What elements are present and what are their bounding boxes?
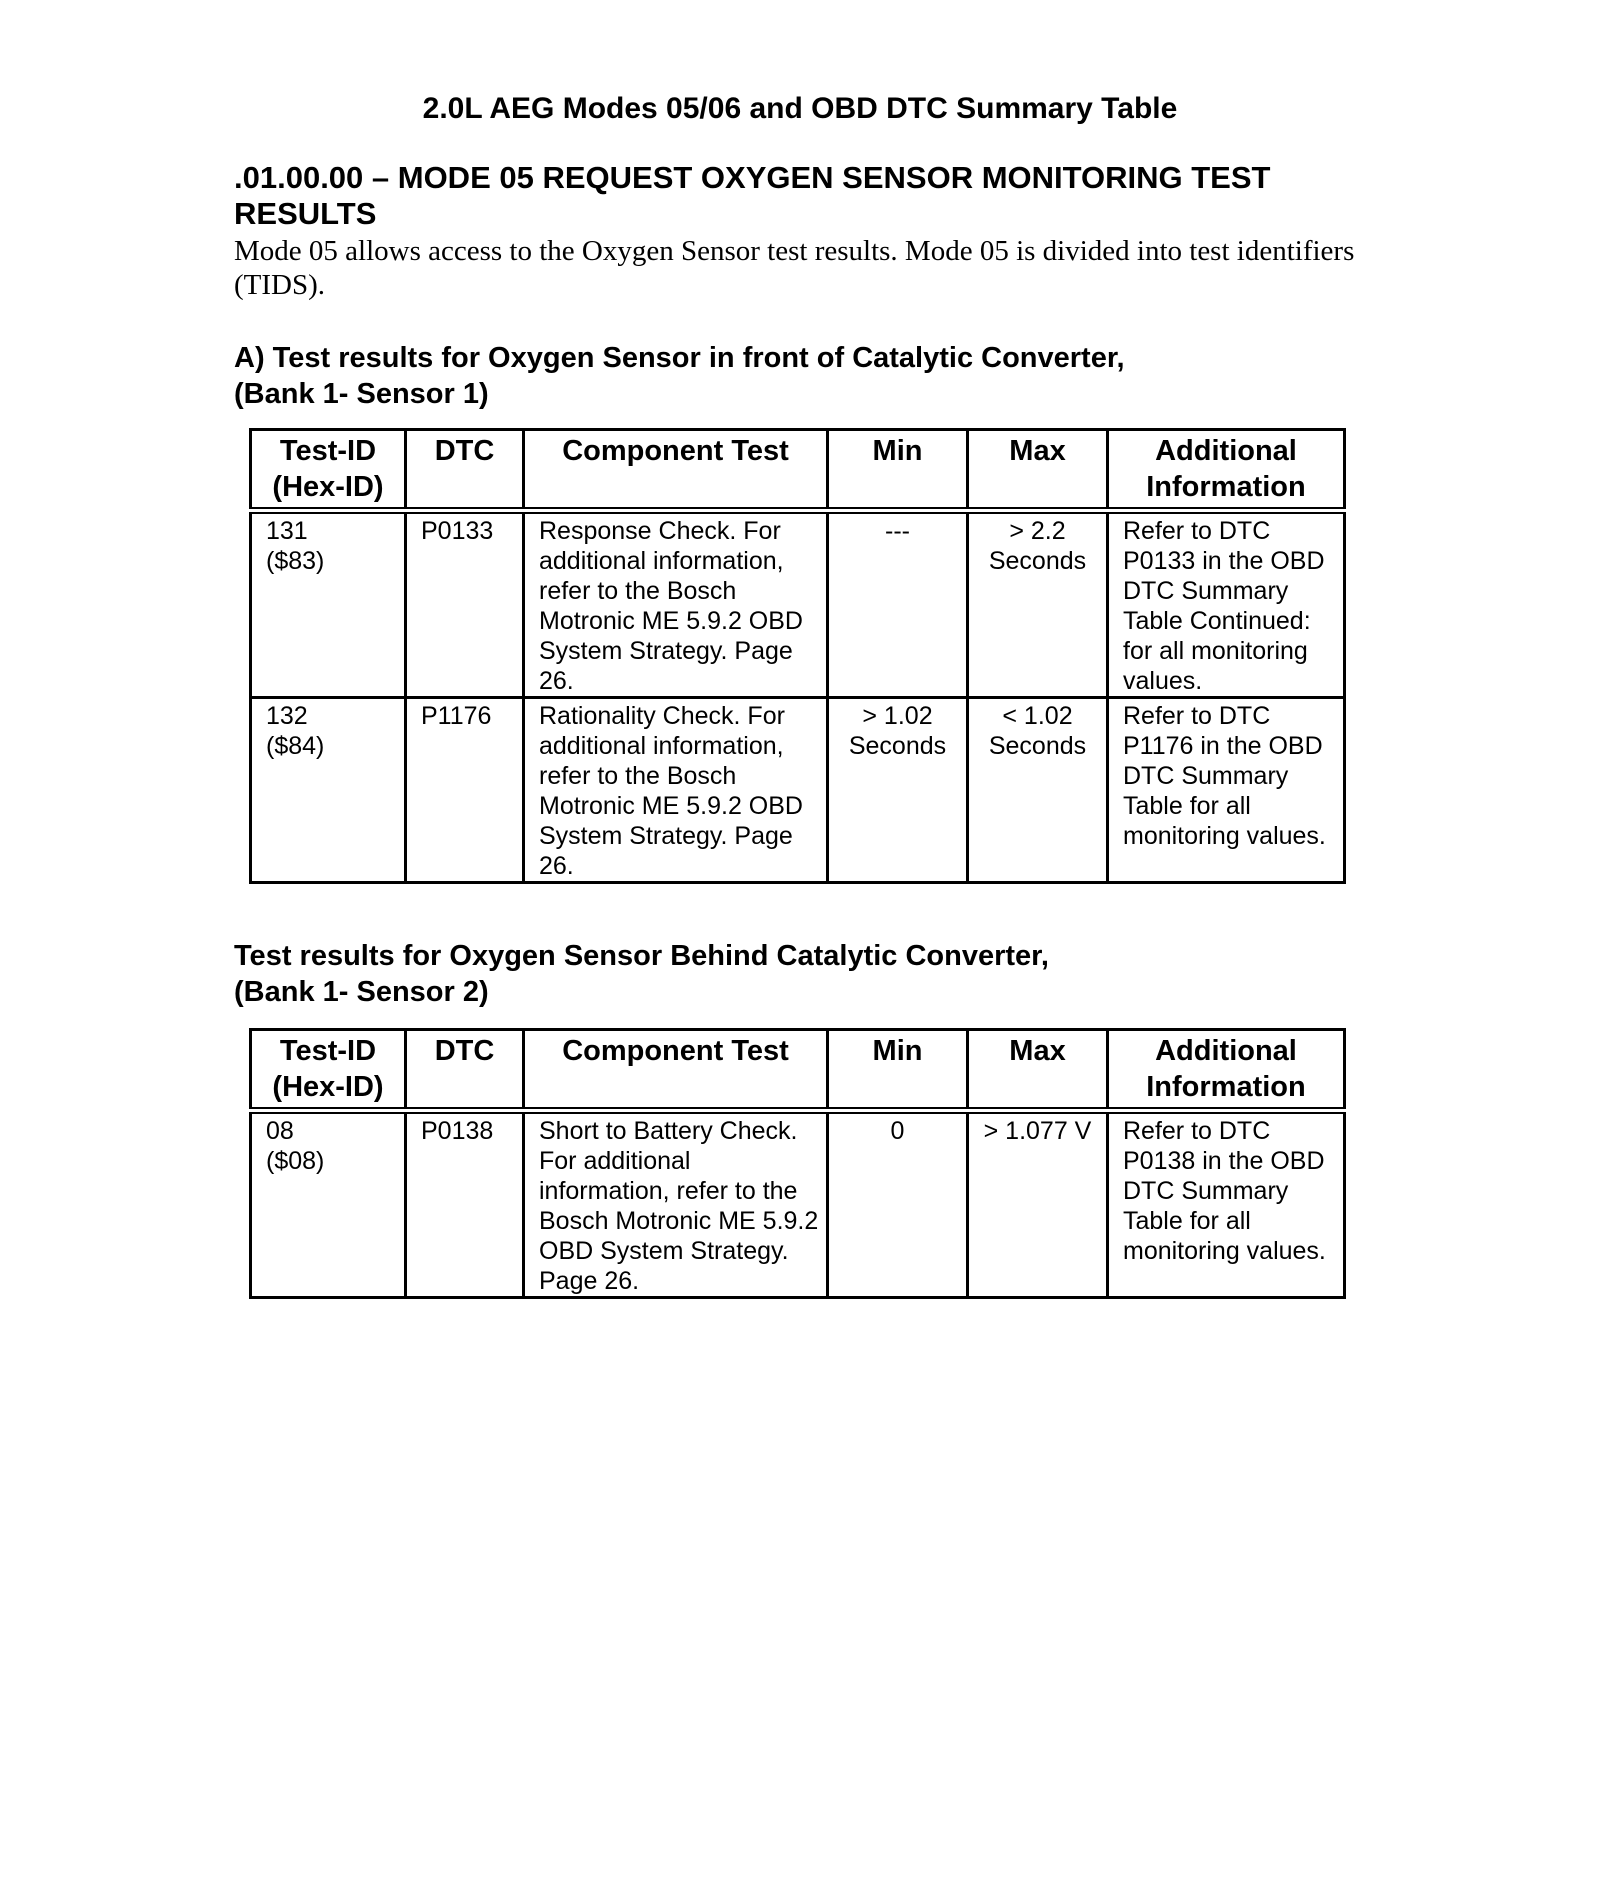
col-header-test-id: Test-ID (Hex-ID)	[251, 1030, 406, 1111]
col-header-dtc: DTC	[406, 1030, 524, 1111]
col-header-min: Min	[828, 1030, 968, 1111]
col-header-component-test: Component Test	[524, 1030, 828, 1111]
component-test-cell: Rationality Check. For additional information, refer to the Bosch Motronic ME 5.9.2 OBD System Strategy. Page 26.	[524, 698, 828, 883]
max-cell: < 1.02 Seconds	[968, 698, 1108, 883]
hex-id: ($84)	[266, 732, 325, 760]
min-cell: ---	[828, 511, 968, 698]
oxygen-sensor-2-table	[249, 1028, 1346, 1299]
table-row	[251, 1111, 1345, 1298]
col-header-additional-info: Additional Information	[1108, 430, 1345, 511]
min-cell: > 1.02 Seconds	[828, 698, 968, 883]
max-cell: > 2.2 Seconds	[968, 511, 1108, 698]
table-a-heading-line1: A) Test results for Oxygen Sensor in front of Catalytic Converter,	[234, 342, 1125, 374]
table-a-heading-line2: (Bank 1- Sensor 1)	[234, 378, 489, 410]
document-title: 2.0L AEG Modes 05/06 and OBD DTC Summary Table	[422, 92, 1178, 125]
table-header-row	[251, 1030, 1345, 1111]
col-header-component-test: Component Test	[524, 430, 828, 511]
col-header-test-id: Test-ID (Hex-ID)	[251, 430, 406, 511]
section-heading: .01.00.00 – MODE 05 REQUEST OXYGEN SENSOR MONITORING TEST RESULTS	[234, 160, 1271, 231]
hex-id: ($08)	[266, 1147, 325, 1175]
oxygen-sensor-1-table	[249, 428, 1346, 884]
table-row	[251, 698, 1345, 883]
test-id-cell	[251, 511, 406, 698]
table-b-heading	[234, 938, 1364, 1010]
dtc-cell: P0138	[406, 1111, 524, 1298]
table-header-row	[251, 430, 1345, 511]
table-row	[251, 511, 1345, 698]
col-header-additional-info: Additional Information	[1108, 1030, 1345, 1111]
col-header-max: Max	[968, 1030, 1108, 1111]
table-b-heading-line2: (Bank 1- Sensor 2)	[234, 976, 489, 1008]
test-id: 132	[266, 702, 308, 730]
component-test-cell: Response Check. For additional information, refer to the Bosch Motronic ME 5.9.2 OBD System Strategy. Page 26.	[524, 511, 828, 698]
table-b-heading-line1: Test results for Oxygen Sensor Behind Catalytic Converter,	[234, 940, 1049, 972]
min-cell: 0	[828, 1111, 968, 1298]
dtc-cell: P0133	[406, 511, 524, 698]
additional-info-cell: Refer to DTC P1176 in the OBD DTC Summary Table for all monitoring values.	[1108, 698, 1345, 883]
test-id: 08	[266, 1117, 294, 1145]
table-a-heading	[234, 340, 1364, 412]
test-id-cell	[251, 1111, 406, 1298]
dtc-cell: P1176	[406, 698, 524, 883]
col-header-dtc: DTC	[406, 430, 524, 511]
col-header-max: Max	[968, 430, 1108, 511]
hex-id: ($83)	[266, 547, 325, 575]
max-cell: > 1.077 V	[968, 1111, 1108, 1298]
intro-paragraph: Mode 05 allows access to the Oxygen Sensor test results. Mode 05 is divided into test identifiers (TIDS).	[234, 235, 1355, 301]
additional-info-cell: Refer to DTC P0133 in the OBD DTC Summary Table Continued: for all monitoring values.	[1108, 511, 1345, 698]
test-id-cell	[251, 698, 406, 883]
additional-info-cell: Refer to DTC P0138 in the OBD DTC Summary Table for all monitoring values.	[1108, 1111, 1345, 1298]
col-header-min: Min	[828, 430, 968, 511]
test-id: 131	[266, 517, 308, 545]
component-test-cell: Short to Battery Check. For additional information, refer to the Bosch Motronic ME 5.9.2 OBD System Strategy. Page 26.	[524, 1111, 828, 1298]
